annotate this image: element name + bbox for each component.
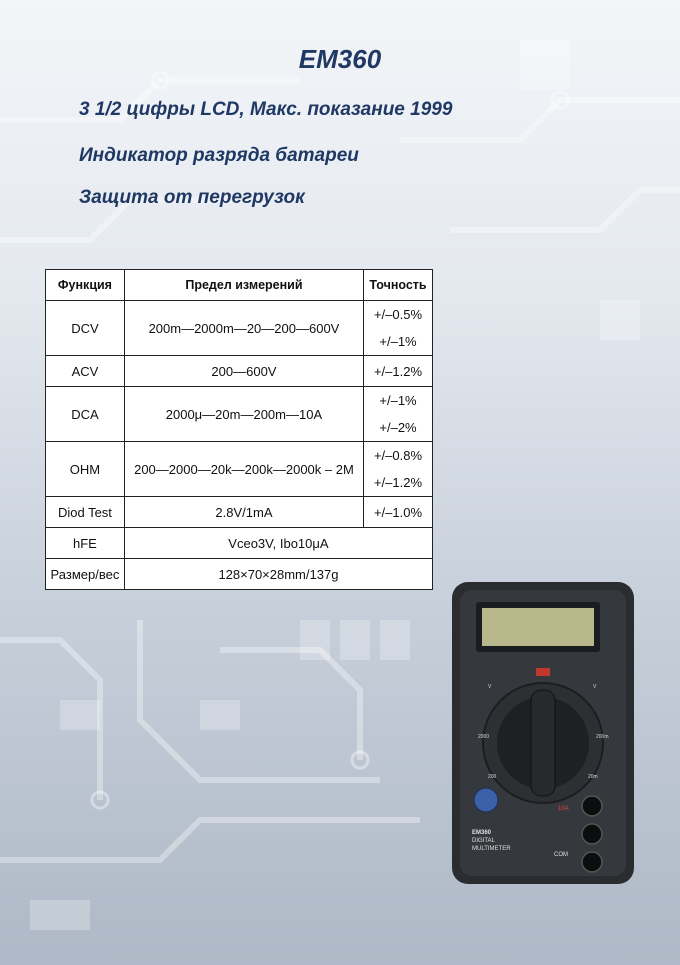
svg-text:20m: 20m [588,774,598,780]
cell-function: OHM [46,442,125,497]
cell-range: 200—600V [124,356,363,387]
cell-range: 200m—2000m—20—200—600V [124,301,363,356]
cell-function: DCA [46,387,125,442]
header-function: Функция [46,270,125,301]
accuracy-value: +/–0.8% [373,448,423,463]
feature-battery-indicator: Индикатор разряда батареи [79,145,359,166]
table-row [46,442,433,497]
svg-text:V: V [593,684,597,690]
cell-function: hFE [46,528,125,559]
header-range: Предел измерений [124,270,363,301]
jack-10a [582,796,602,816]
table-row [46,528,433,559]
table-row [46,387,433,442]
hfe-socket [474,788,498,812]
lcd-screen [482,608,594,646]
cell-range: Vceo3V, Ibo10μA [124,528,432,559]
off-marker [536,668,550,676]
svg-text:V: V [488,684,492,690]
cell-function: ACV [46,356,125,387]
svg-text:2000: 2000 [478,734,490,740]
accuracy-value: +/–0.5% [373,307,423,322]
svg-text:200m: 200m [596,734,609,740]
header-accuracy: Точность [364,270,433,301]
dial-knob [531,690,555,796]
cell-function: DCV [46,301,125,356]
label-10a: 10A [558,806,569,812]
cell-accuracy: +/–1.2% [364,356,433,387]
feature-lcd: 3 1/2 цифры LCD, Макс. показание 1999 [79,99,453,120]
accuracy-value: +/–1% [379,393,417,408]
cell-function: Размер/вес [46,559,125,590]
svg-text:200: 200 [488,774,497,780]
cell-range: 2.8V/1mA [124,497,363,528]
cell-accuracy [364,387,433,442]
table-header-row [46,270,433,301]
accuracy-value: +/–1% [379,334,417,349]
cell-range: 200—2000—20k—200k—2000k – 2M [124,442,363,497]
device-model: EM360 [472,830,492,836]
table-row [46,497,433,528]
accuracy-value: +/–2% [379,420,417,435]
label-com: COM [554,852,568,858]
table-row [46,559,433,590]
cell-accuracy [364,301,433,356]
page-title: EM360 [298,44,382,74]
cell-accuracy [364,442,433,497]
cell-accuracy: +/–1.0% [364,497,433,528]
multimeter-image [448,578,638,888]
accuracy-value: +/–1.2% [373,475,423,490]
device-line1: DIGITAL [472,838,495,844]
feature-overload-protection: Защита от перегрузок [79,187,305,208]
cell-range: 128×70×28mm/137g [124,559,432,590]
jack-com [582,852,602,872]
table-row [46,356,433,387]
cell-range: 2000μ—20m—200m—10A [124,387,363,442]
table-row [46,301,433,356]
jack-v-ohm [582,824,602,844]
device-line2: MULTIMETER [472,846,511,852]
cell-function: Diod Test [46,497,125,528]
spec-table [45,269,433,590]
